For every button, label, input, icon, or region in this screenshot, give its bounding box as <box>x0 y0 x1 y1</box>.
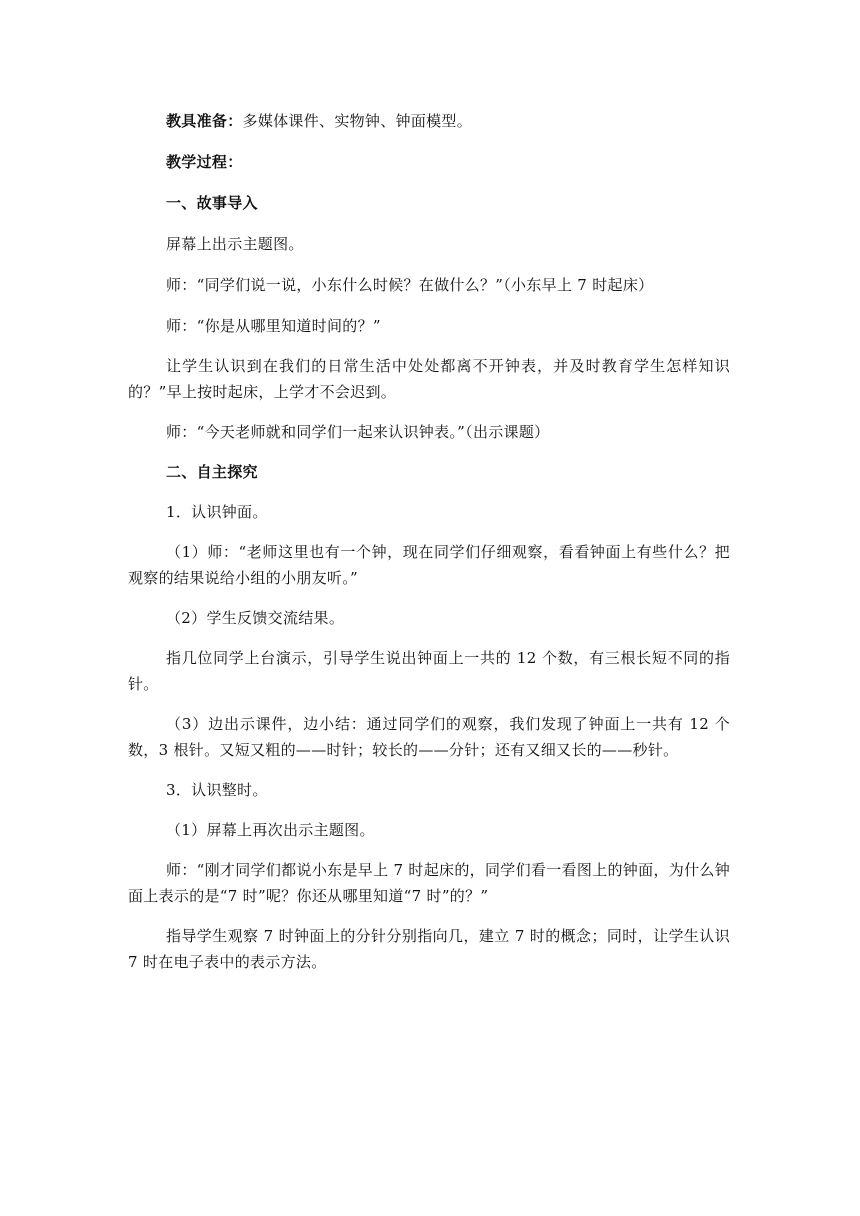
list-item-1-3: （3）边出示课件，边小结：通过同学们的观察，我们发现了钟面上一共有 12 个数，3 根针。又短又粗的——时针；较长的——分针；还有又细又长的——秒针。 <box>128 715 730 759</box>
list-item-1-2: （2）学生反馈交流结果。 <box>166 609 345 627</box>
paragraph-teacher-7: 师：“刚才同学们都说小东是早上 7 时起床的，同学们看一看图上的钟面，为什么钟面上表示的是“7 时”呢？你还从哪里知道“7 时”的？” <box>128 861 730 905</box>
list-item-3-1: （1）屏幕上再次出示主题图。 <box>166 821 375 839</box>
list-item-3: 3．认识整时。 <box>166 781 268 799</box>
teaching-aids-text: 多媒体课件、实物钟、钟面模型。 <box>242 112 473 130</box>
paragraph-screen-show: 屏幕上出示主题图。 <box>166 235 304 253</box>
list-item-1: 1．认识钟面。 <box>166 503 268 521</box>
section-heading-story-intro: 一、故事导入 <box>166 194 258 212</box>
list-item-1-1: （1）师：“老师这里也有一个钟，现在同学们仔细观察，看看钟面上有些什么？把观察的结果说给小组的小朋友听。” <box>128 543 730 587</box>
paragraph-teacher-question-1: 师：“同学们说一说，小东什么时候？在做什么？”（小东早上 7 时起床） <box>166 276 654 294</box>
document-body <box>128 108 730 975</box>
paragraph-guide: 指导学生观察 7 时钟面上的分针分别指向几，建立 7 时的概念；同时，让学生认识 7 时在电子表中的表示方法。 <box>128 927 730 971</box>
paragraph-teacher-question-2: 师：“你是从哪里知道时间的？” <box>166 317 381 335</box>
teaching-aids-line <box>128 108 730 134</box>
paragraph-realize: 让学生认识到在我们的日常生活中处处都离不开钟表，并及时教育学生怎样知识的？”早上按时起床，上学才不会迟到。 <box>128 357 730 401</box>
section-heading-self-explore: 二、自主探究 <box>166 463 258 481</box>
paragraph-teacher-today: 师：“今天老师就和同学们一起来认识钟表。”（出示课题） <box>166 423 550 441</box>
teaching-aids-label: 教具准备： <box>166 112 243 130</box>
paragraph-demo: 指几位同学上台演示，引导学生说出钟面上一共的 12 个数，有三根长短不同的指针。 <box>128 649 730 693</box>
teaching-process-heading: 教学过程： <box>166 153 243 171</box>
